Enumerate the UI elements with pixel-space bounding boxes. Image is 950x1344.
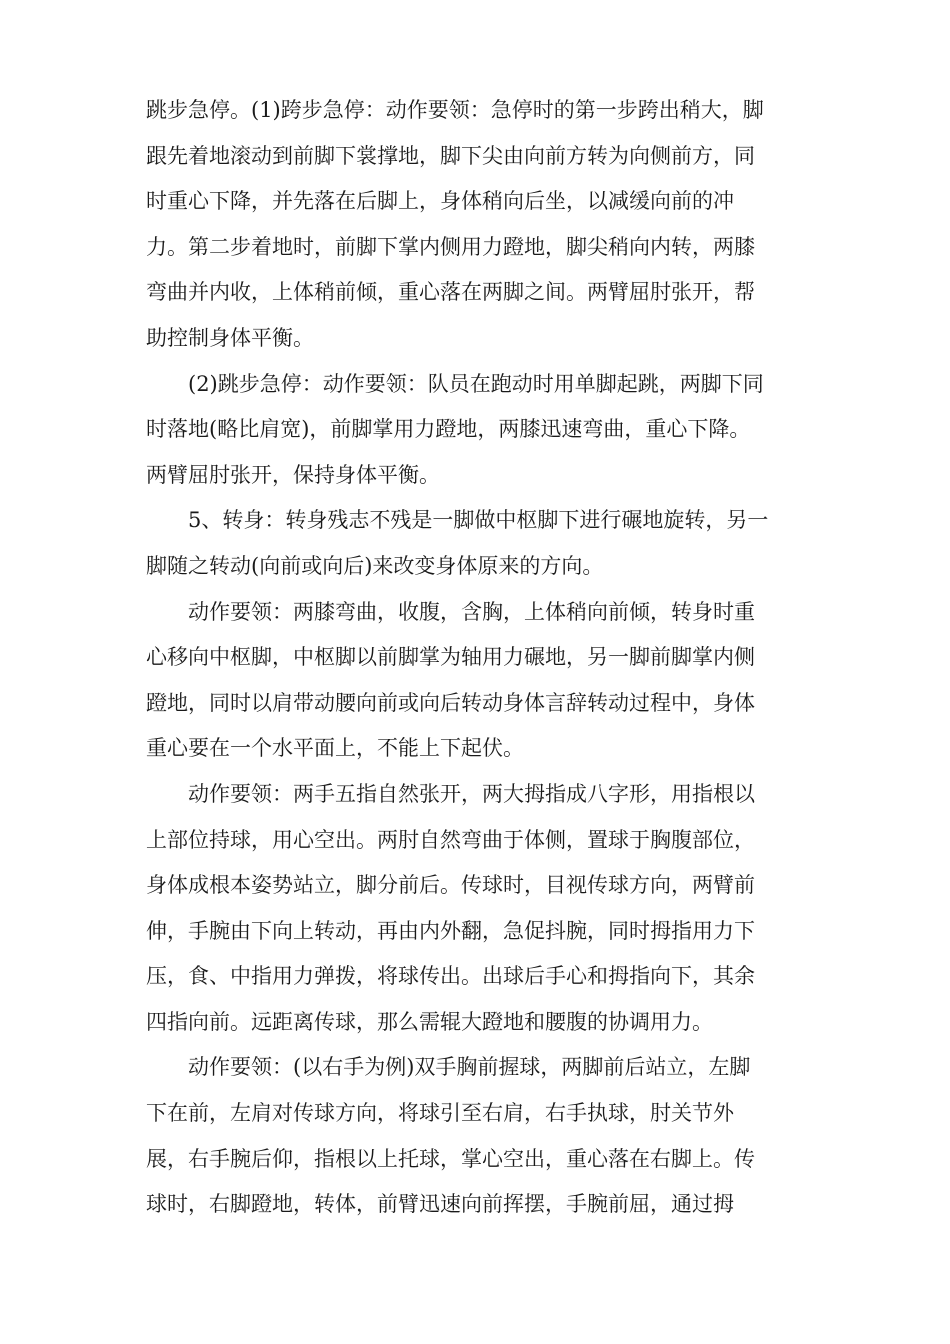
text-line: 四指向前。远距离传球，那么需辊大蹬地和腰腹的协调用力。: [146, 1009, 713, 1034]
text-line: 时落地(略比肩宽)，前脚掌用力蹬地，两膝迅速弯曲，重心下降。: [146, 417, 751, 442]
text-line: 球时，右脚蹬地，转体，前臂迅速向前挥摆，手腕前屈，通过拇: [146, 1192, 734, 1217]
text-line: 下在前，左肩对传球方向，将球引至右肩，右手执球，肘关节外: [146, 1101, 734, 1126]
text-line: 动作要领：两膝弯曲，收腹，含胸，上体稍向前倾，转身时重: [188, 599, 755, 624]
text-line: 两臂屈肘张开，保持身体平衡。: [146, 462, 440, 487]
text-line: 蹬地，同时以肩带动腰向前或向后转动身体言辞转动过程中，身体: [146, 690, 755, 715]
text-line: 跳步急停。(1)跨步急停：动作要领：急停时的第一步跨出稍大，脚: [146, 98, 764, 122]
text-line: 助控制身体平衡。: [146, 325, 314, 350]
text-line: 动作要领：(以右手为例)双手胸前握球，两脚前后站立，左脚: [188, 1055, 751, 1080]
text-line: 上部位持球，用心空出。两肘自然弯曲于体侧，置球于胸腹部位，: [146, 827, 755, 852]
text-line: 心移向中枢脚，中枢脚以前脚掌为轴用力碾地，另一脚前脚掌内侧: [146, 645, 755, 670]
body-text: [146, 88, 806, 1228]
text-line: 伸，手腕由下向上转动，再由内外翻，急促抖腕，同时拇指用力下: [146, 918, 755, 943]
text-line: (2)跳步急停：动作要领：队员在跑动时用单脚起跳，两脚下同: [188, 371, 764, 396]
text-line: 展，右手腕后仰，指根以上托球，掌心空出，重心落在右脚上。传: [146, 1146, 755, 1171]
text-line: 身体成根本姿势站立，脚分前后。传球时，目视传球方向，两臂前: [146, 873, 755, 898]
text-line: 跟先着地滚动到前脚下裳撑地，脚下尖由向前方转为向侧前方，同: [146, 143, 755, 168]
text-line: 动作要领：两手五指自然张开，两大拇指成八字形，用指根以: [188, 781, 755, 806]
text-line: 5、转身：转身残志不残是一脚做中枢脚下进行碾地旋转，另一: [188, 508, 769, 533]
text-line: 时重心下降，并先落在后脚上，身体稍向后坐，以减缓向前的冲: [146, 189, 734, 214]
text-line: 力。第二步着地时，前脚下掌内侧用力蹬地，脚尖稍向内转，两膝: [146, 234, 755, 259]
text-line: 压，食、中指用力弹拨，将球传出。出球后手心和拇指向下，其余: [146, 964, 755, 989]
text-line: 脚随之转动(向前或向后)来改变身体原来的方向。: [146, 553, 604, 578]
text-line: 弯曲并内收，上体稍前倾，重心落在两脚之间。两臂屈肘张开，帮: [146, 280, 755, 305]
text-line: 重心要在一个水平面上，不能上下起伏。: [146, 736, 524, 761]
